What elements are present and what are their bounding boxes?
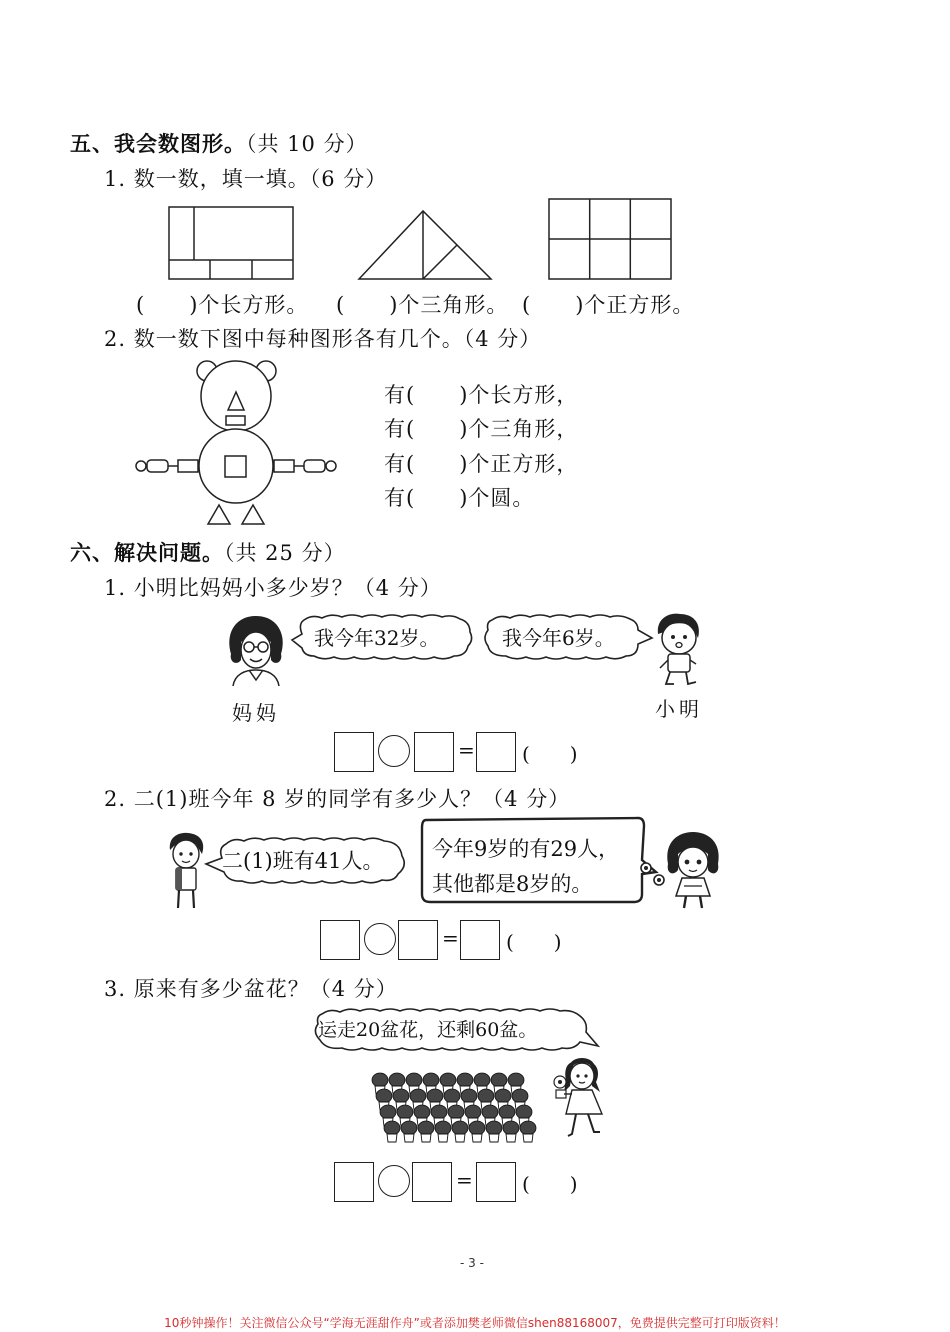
flower-pot-icon <box>486 1121 502 1142</box>
flower-pot-icon <box>401 1121 417 1142</box>
section-5-points: （共 10 分） <box>246 132 368 156</box>
bubble-text-girl-line1: 今年9岁的有29人， <box>432 837 620 861</box>
question-5-1: 1. 数一数，填一填。（6 分） <box>104 167 388 191</box>
bubble-text-flowers: 运走20盆花，还剩60盆。 <box>318 1019 538 1041</box>
question-5-2: 2. 数一数下图中每种图形各有几个。（4 分） <box>104 327 542 351</box>
answer-box[interactable] <box>476 1162 516 1202</box>
answer-box[interactable] <box>334 732 374 772</box>
equals-sign: = <box>458 738 475 762</box>
equation-row-3 <box>334 1162 604 1202</box>
page-number: - 3 - <box>460 1256 484 1270</box>
equals-sign: = <box>456 1168 473 1192</box>
answer-box[interactable] <box>476 732 516 772</box>
triangle-figure <box>358 210 492 280</box>
section-6-title: 六、解决问题。 <box>70 540 224 565</box>
robot-figure <box>134 354 338 526</box>
robot-blank-triangles[interactable]: 有( )个三角形， <box>384 417 579 441</box>
answer-box[interactable] <box>334 1162 374 1202</box>
bubble-text-xiaoming: 我今年6岁。 <box>502 626 615 650</box>
flower-pot-icon <box>469 1121 485 1142</box>
robot-blank-circles[interactable]: 有( )个圆。 <box>384 486 535 510</box>
blank-squares[interactable]: ( )个正方形。 <box>522 293 695 317</box>
answer-box[interactable] <box>398 920 438 960</box>
flower-pots-illustration <box>372 1072 542 1148</box>
boy-illustration <box>166 832 206 910</box>
equals-sign: = <box>442 926 459 950</box>
rectangle-figure <box>168 206 294 280</box>
blank-triangles[interactable]: ( )个三角形。 <box>336 293 509 317</box>
flower-pot-icon <box>435 1121 451 1142</box>
question-6-1: 1. 小明比妈妈小多少岁？（4 分） <box>104 576 442 600</box>
robot-blank-rectangles[interactable]: 有( )个长方形， <box>384 383 579 407</box>
flower-pot-icon <box>452 1121 468 1142</box>
blank-rectangles[interactable]: ( )个长方形。 <box>136 293 309 317</box>
operator-circle[interactable] <box>378 1165 410 1197</box>
square-grid-figure <box>548 198 672 280</box>
section-6-points: （共 25 分） <box>224 541 346 565</box>
answer-box[interactable] <box>460 920 500 960</box>
flower-pot-icon <box>503 1121 519 1142</box>
operator-circle[interactable] <box>364 923 396 955</box>
question-6-2: 2. 二(1)班今年 8 岁的同学有多少人？（4 分） <box>104 787 571 811</box>
operator-circle[interactable] <box>378 735 410 767</box>
equation-row-1 <box>334 732 604 772</box>
unit-blank[interactable]: ( ) <box>506 930 562 954</box>
label-xiaoming: 小明 <box>655 697 703 721</box>
girl-with-flower-illustration <box>550 1056 608 1140</box>
answer-box[interactable] <box>320 920 360 960</box>
unit-blank[interactable]: ( ) <box>522 1172 578 1196</box>
unit-blank[interactable]: ( ) <box>522 742 578 766</box>
answer-box[interactable] <box>412 1162 452 1202</box>
answer-box[interactable] <box>414 732 454 772</box>
question-6-3: 3. 原来有多少盆花？（4 分） <box>104 977 398 1001</box>
section-5-title: 五、我会数图形。 <box>70 131 246 156</box>
robot-blank-squares[interactable]: 有( )个正方形， <box>384 452 579 476</box>
section-6-heading <box>70 537 346 567</box>
flower-pot-icon <box>418 1121 434 1142</box>
label-mother: 妈妈 <box>232 701 280 725</box>
footer-note: 10秒钟操作！关注微信公众号“学海无涯甜作舟”或者添加樊老师微信shen88168007，免费提供完整可打印版资料！ <box>164 1316 786 1330</box>
mother-illustration <box>223 614 289 688</box>
girl-illustration <box>664 830 722 912</box>
equation-row-2 <box>320 920 590 960</box>
xiaoming-illustration <box>652 612 704 688</box>
bubble-text-mother: 我今年32岁。 <box>314 626 440 650</box>
flower-pot-icon <box>520 1121 536 1142</box>
bubble-text-girl-line2: 其他都是8岁的。 <box>432 872 593 896</box>
bubble-text-boy: 二(1)班有41人。 <box>222 849 384 873</box>
section-5-heading <box>70 128 368 158</box>
flower-pot-icon <box>384 1121 400 1142</box>
